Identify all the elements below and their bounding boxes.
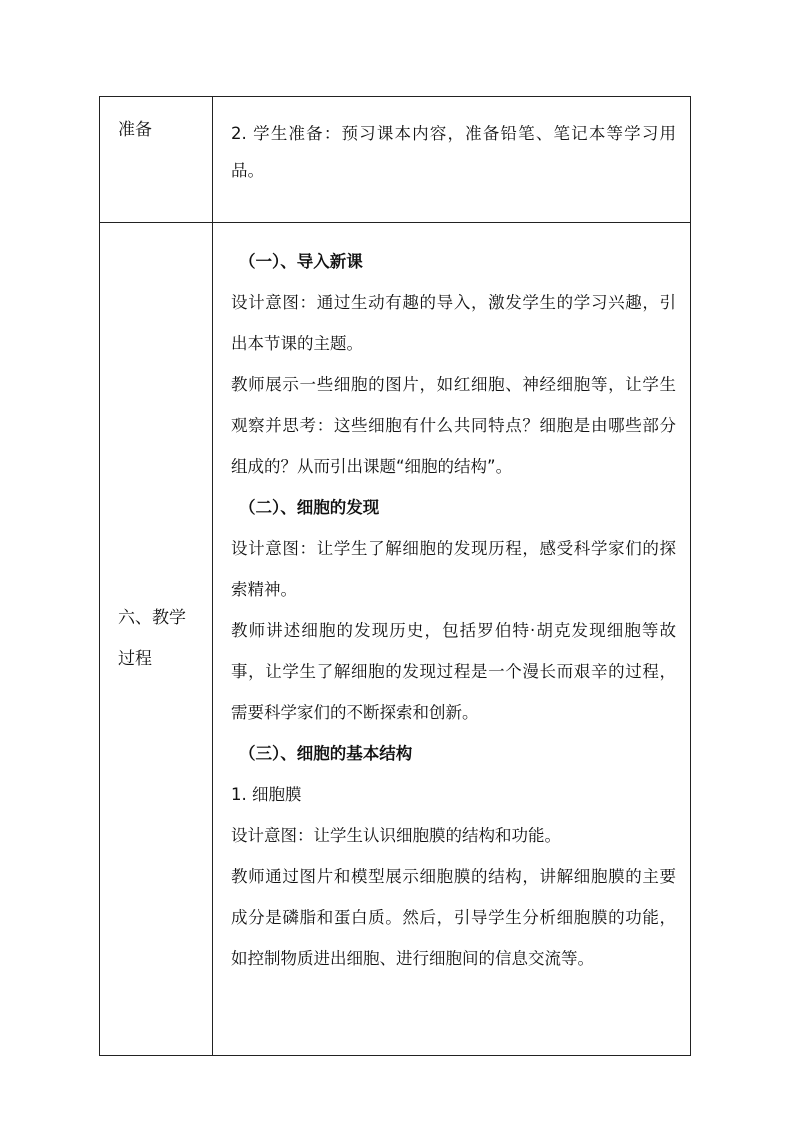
- section-heading-discovery: （二）、细胞的发现: [239, 498, 380, 517]
- section-structure-activity: 教师通过图片和模型展示细胞膜的结构，讲解细胞膜的主要成分是磷脂和蛋白质。然后，引导学生分析细胞膜的功能，如控制物质进出细胞、进行细胞间的信息交流等。: [231, 867, 676, 968]
- lesson-plan-table: [99, 96, 691, 1056]
- section-intro-design-intent: 设计意图：通过生动有趣的导入，激发学生的学习兴趣，引出本节课的主题。: [231, 293, 676, 353]
- subsection-cell-membrane-title: 1. 细胞膜: [231, 785, 302, 804]
- teaching-process-label-line2: 过程: [118, 649, 152, 669]
- preparation-content-cell: [213, 97, 691, 223]
- section-discovery-design-intent: 设计意图：让学生了解细胞的发现历程，感受科学家们的探索精神。: [231, 539, 676, 599]
- section-discovery-activity: 教师讲述细胞的发现历史，包括罗伯特·胡克发现细胞等故事，让学生了解细胞的发现过程是一个漫长而艰辛的过程，需要科学家们的不断探索和创新。: [231, 621, 676, 722]
- preparation-label-cell: [100, 97, 213, 223]
- section-heading-structure: （三）、细胞的基本结构: [239, 744, 413, 763]
- teaching-process-label-line1: 六、教学: [118, 608, 186, 628]
- section-intro-activity: 教师展示一些细胞的图片，如红细胞、神经细胞等，让学生观察并思考：这些细胞有什么共同特点？细胞是由哪些部分组成的？从而引出课题“细胞的结构”。: [231, 375, 676, 476]
- teaching-process-content-cell: [213, 223, 691, 1056]
- section-structure-design-intent: 设计意图：让学生认识细胞膜的结构和功能。: [231, 826, 561, 845]
- preparation-label: 准备: [118, 120, 152, 140]
- section-heading-intro: （一）、导入新课: [239, 252, 363, 271]
- teaching-process-label-cell: [100, 223, 213, 1056]
- teaching-process-row: [100, 223, 691, 1056]
- preparation-text: 2. 学生准备：预习课本内容，准备铅笔、笔记本等学习用品。: [231, 124, 676, 180]
- preparation-row: [100, 97, 691, 223]
